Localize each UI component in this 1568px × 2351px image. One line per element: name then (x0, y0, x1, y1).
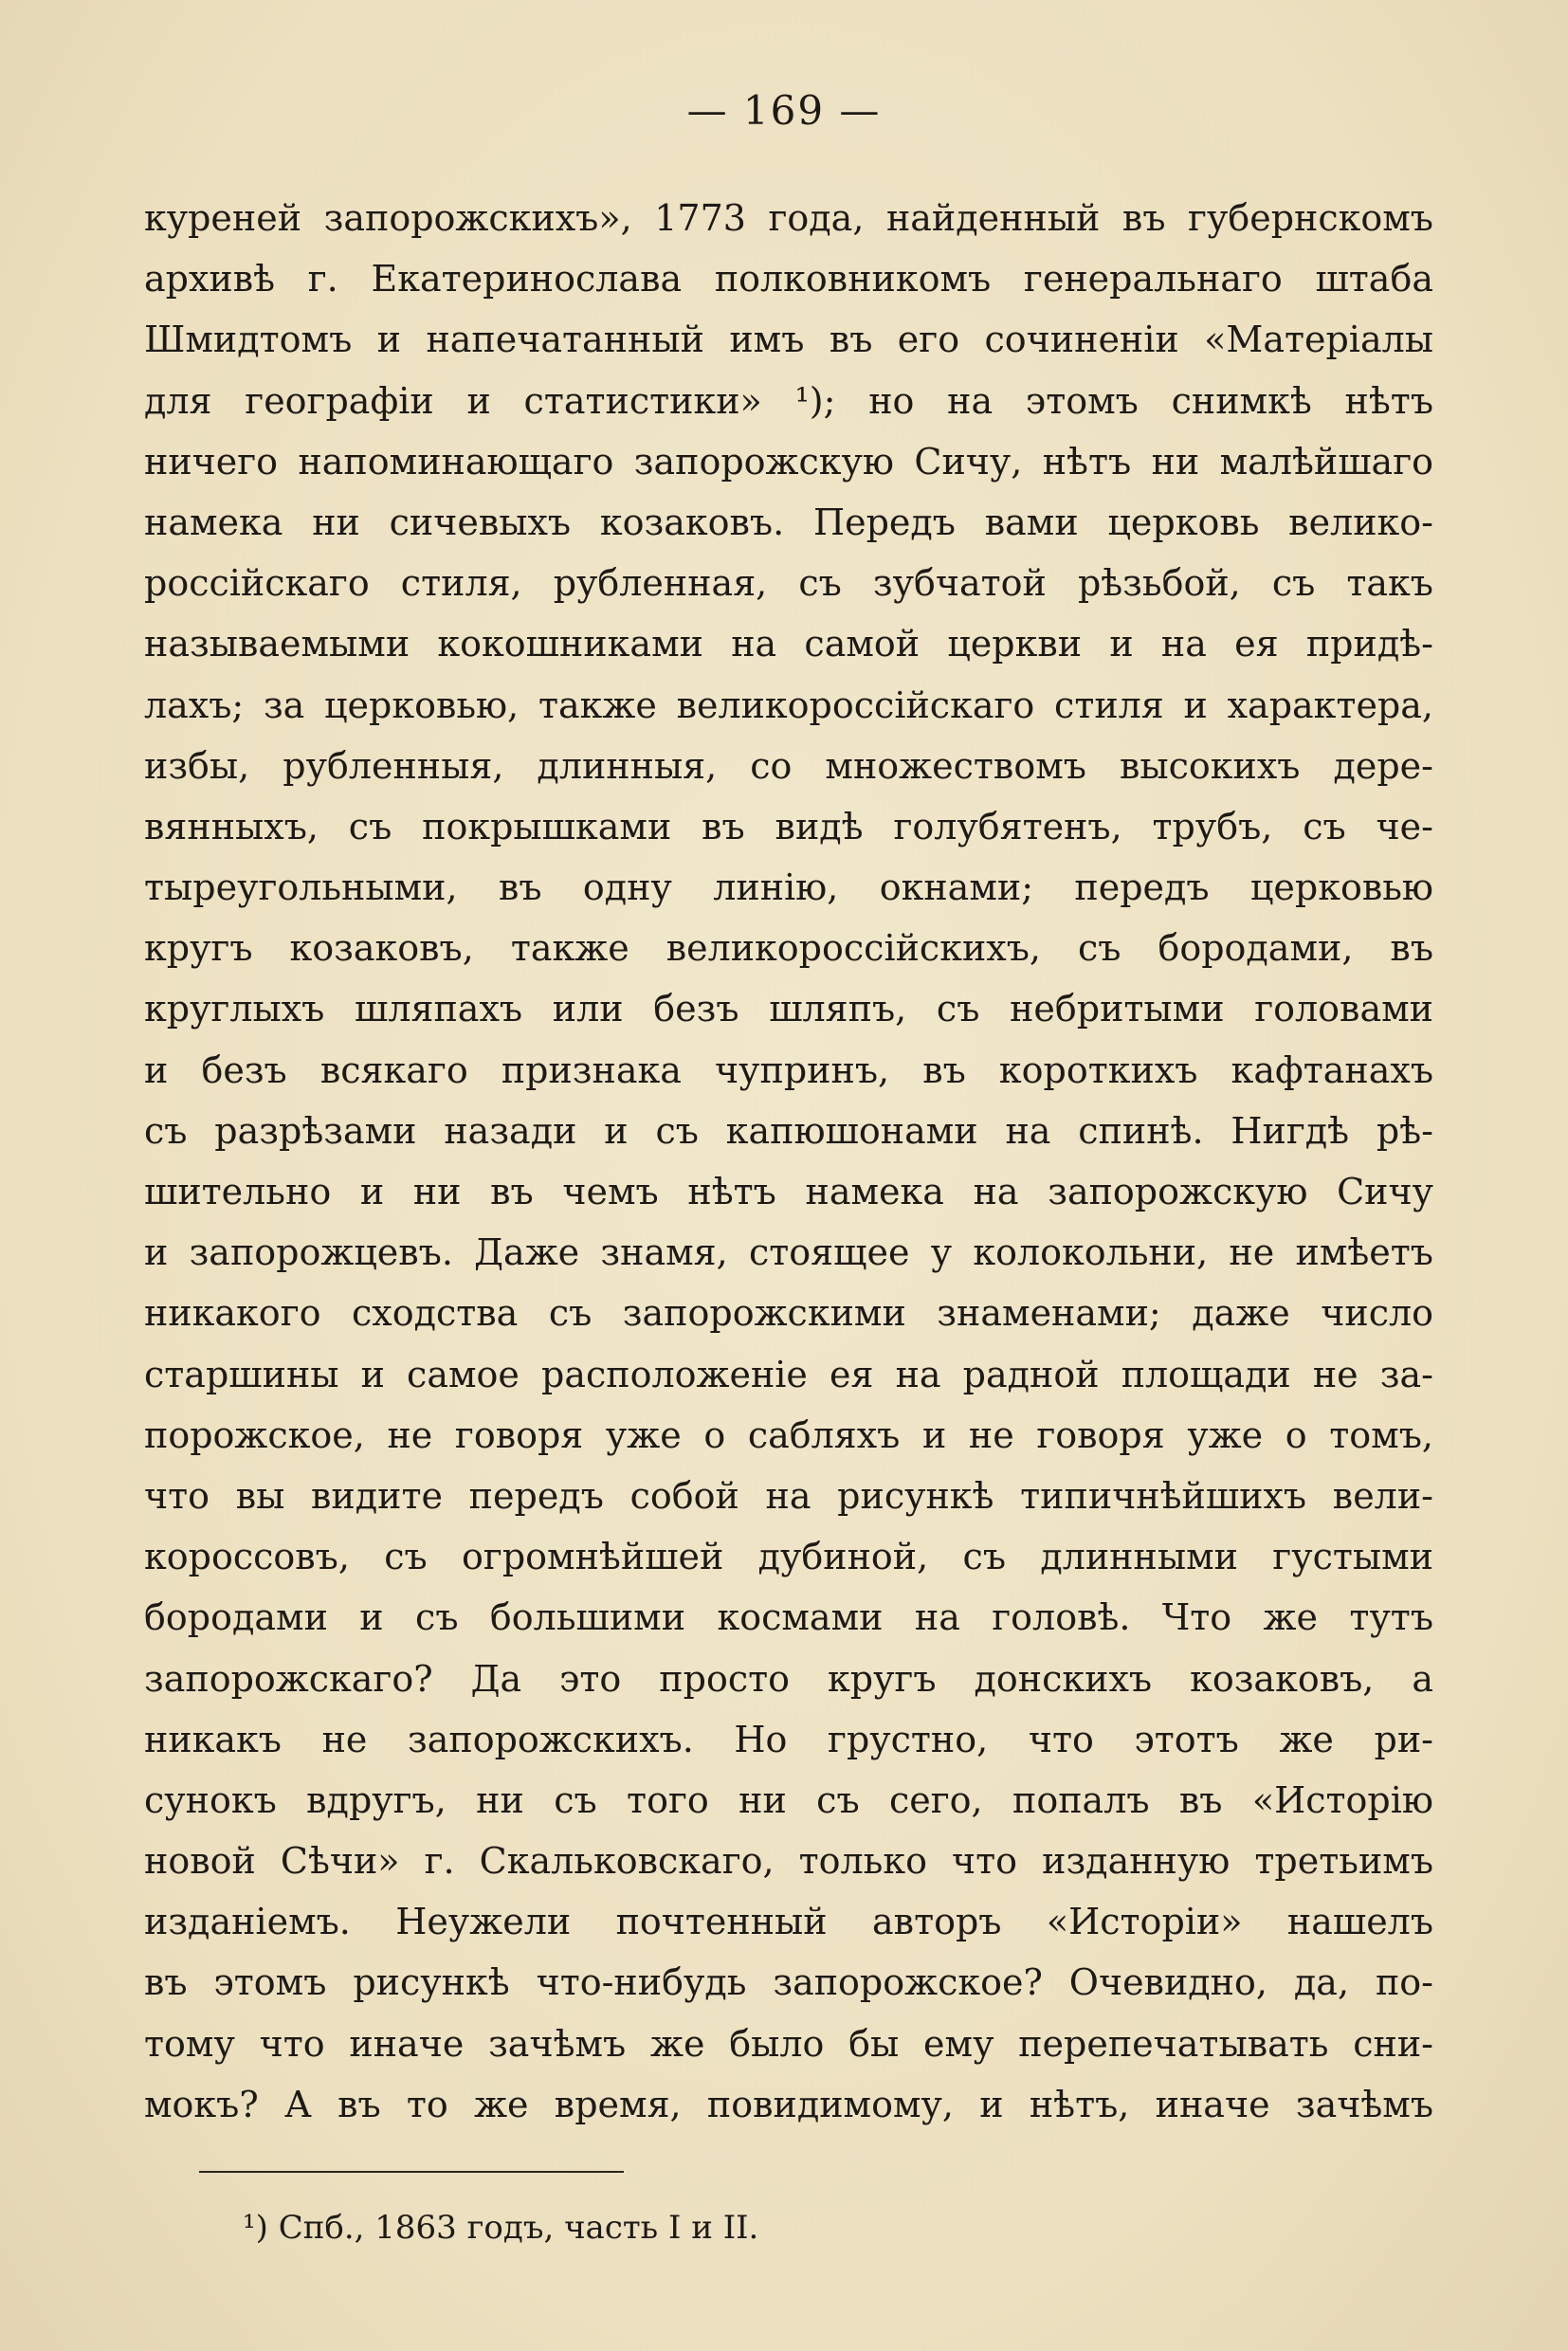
footnote-divider (199, 2171, 624, 2173)
text-line: круглыхъ шляпахъ или безъ шляпъ, съ небритыми головами (144, 988, 1433, 1030)
body-text (144, 188, 1433, 2135)
text-line: изданіемъ. Неужели почтенный авторъ «Исторіи» нашелъ (144, 1901, 1433, 1943)
text-line: старшины и самое расположеніе ея на радной площади не за- (144, 1353, 1433, 1395)
text-line: ничего напоминающаго запорожскую Сичу, нѣтъ ни малѣйшаго (144, 440, 1433, 483)
text-line: намека ни сичевыхъ козаковъ. Передъ вами церковь велико- (144, 501, 1433, 543)
text-line: тыреугольными, въ одну линію, окнами; передъ церковью (144, 866, 1433, 909)
text-line: лахъ; за церковью, также великороссійскаго стиля и характера, (144, 683, 1433, 726)
text-line: Шмидтомъ и напечатанный имъ въ его сочиненіи «Матеріалы (144, 319, 1433, 361)
text-line: архивѣ г. Екатеринослава полковникомъ генеральнаго штаба (144, 258, 1433, 301)
text-line: бородами и съ большими космами на головѣ. Что же тутъ (144, 1596, 1433, 1639)
page-number: — 169 — (686, 87, 882, 134)
text-line: запорожскаго? Да это просто кругъ донскихъ козаковъ, а (144, 1657, 1433, 1700)
text-line: новой Сѣчи» г. Скальковскаго, только что изданную третьимъ (144, 1840, 1433, 1883)
text-line: кругъ козаковъ, также великороссійскихъ, съ бородами, въ (144, 927, 1433, 970)
text-line: тому что иначе зачѣмъ же было бы ему перепечатывать сни- (144, 2022, 1433, 2065)
text-line: шительно и ни въ чемъ нѣтъ намека на запорожскую Сичу (144, 1171, 1433, 1212)
text-line: избы, рубленныя, длинныя, со множествомъ высокихъ дере- (144, 744, 1433, 787)
text-line: и безъ всякаго признака чупринъ, въ короткихъ кафтанахъ (144, 1048, 1433, 1091)
text-line: называемыми кокошниками на самой церкви и на ея придѣ- (144, 623, 1433, 665)
text-line: что вы видите передъ собой на рисункѣ типичнѣйшихъ вели- (144, 1474, 1433, 1517)
text-line: съ разрѣзами назади и съ капюшонами на спинѣ. Нигдѣ рѣ- (144, 1109, 1433, 1152)
text-line: сунокъ вдругъ, ни съ того ни съ сего, попалъ въ «Исторію (144, 1778, 1433, 1821)
text-line: въ этомъ рисункѣ что-нибудь запорожское? Очевидно, да, по- (144, 1961, 1433, 2004)
text-line: порожское, не говоря уже о сабляхъ и не говоря уже о томъ, (144, 1413, 1433, 1456)
text-line: россійскаго стиля, рубленная, съ зубчатой рѣзьбой, съ такъ (144, 562, 1433, 605)
text-line: куреней запорожскихъ», 1773 года, найденный въ губернскомъ (144, 197, 1433, 239)
text-line: вянныхъ, съ покрышками въ видѣ голубятенъ, трубъ, съ че- (144, 805, 1433, 847)
text-line: для географіи и статистики» ¹); но на этомъ снимкѣ нѣтъ (144, 379, 1433, 422)
text-line: никакого сходства съ запорожскими знаменами; даже число (144, 1292, 1433, 1335)
text-line: и запорожцевъ. Даже знамя, стоящее у колокольни, не имѣетъ (144, 1231, 1433, 1274)
text-line: мокъ? А въ то же время, повидимому, и нѣтъ, иначе зачѣмъ (144, 2083, 1433, 2125)
footnote: ¹) Спб., 1863 годъ, часть I и II. (243, 2209, 759, 2247)
text-line: никакъ не запорожскихъ. Но грустно, что этотъ же ри- (144, 1718, 1433, 1760)
text-line: коросcовъ, съ огромнѣйшей дубиной, съ длинными густыми (144, 1536, 1433, 1578)
